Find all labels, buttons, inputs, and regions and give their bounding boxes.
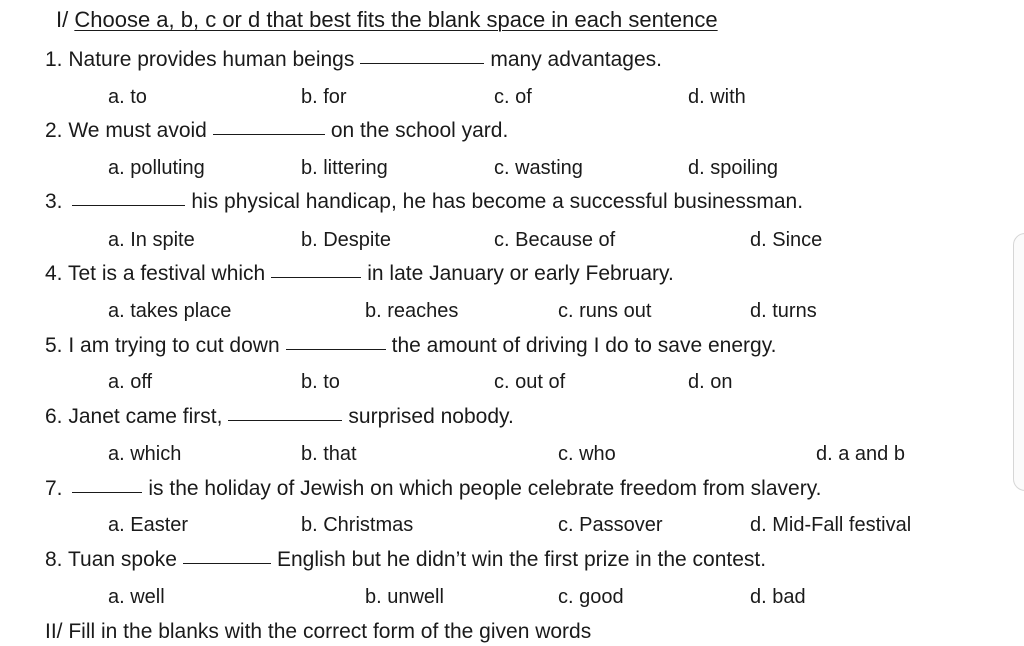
option-c[interactable]: c. wasting: [494, 157, 583, 179]
option-b[interactable]: b. unwell: [365, 586, 444, 608]
question-text-before: We must avoid: [68, 119, 207, 142]
question-text-after: English but he didn’t win the first prize in the contest.: [276, 548, 767, 571]
option-c[interactable]: c. runs out: [558, 300, 652, 322]
question-number: 5.: [45, 334, 63, 357]
option-b[interactable]: b. Despite: [301, 229, 392, 251]
question-text-after: many advantages.: [490, 48, 662, 71]
option-c[interactable]: c. Passover: [558, 514, 663, 536]
question-text-before: Nature provides human beings: [68, 48, 355, 71]
answer-blank: [271, 259, 361, 278]
question-number: 7.: [45, 477, 63, 500]
question-text-after: the amount of driving I do to save energy.: [391, 334, 777, 357]
next-section-heading: II/ Fill in the blanks with the correct form of the given words: [45, 620, 592, 643]
question-text-before: I am trying to cut down: [68, 334, 280, 357]
section-heading: [56, 6, 718, 34]
option-d[interactable]: d. Since: [750, 229, 823, 251]
option-b[interactable]: b. Christmas: [301, 514, 414, 536]
option-c[interactable]: c. of: [494, 86, 532, 108]
option-a[interactable]: a. polluting: [108, 157, 205, 179]
option-d[interactable]: d. on: [688, 371, 733, 393]
question-text-after: his physical handicap, he has become a successful businessman.: [191, 190, 804, 213]
question-text-before: Janet came first,: [68, 405, 223, 428]
question-text-after: in late January or early February.: [367, 262, 674, 285]
option-a[interactable]: a. off: [108, 371, 153, 393]
option-d[interactable]: d. bad: [750, 586, 806, 608]
answer-blank: [360, 45, 484, 64]
option-d[interactable]: d. a and b: [816, 443, 905, 465]
question-8: [45, 546, 766, 574]
question-text-after: surprised nobody.: [348, 405, 514, 428]
question-number: 3.: [45, 190, 63, 213]
option-a[interactable]: a. to: [108, 86, 147, 108]
answer-blank: [213, 116, 325, 135]
option-d[interactable]: d. turns: [750, 300, 817, 322]
question-6: [45, 403, 514, 431]
option-d[interactable]: d. Mid-Fall festival: [750, 514, 912, 536]
option-d[interactable]: d. spoiling: [688, 157, 779, 179]
option-c[interactable]: c. who: [558, 443, 616, 465]
question-text-before: Tuan spoke: [67, 548, 177, 571]
option-c[interactable]: c. good: [558, 586, 624, 608]
answer-blank: [72, 474, 142, 493]
question-text-after: is the holiday of Jewish on which people celebrate freedom from slavery.: [148, 477, 822, 500]
question-3: [45, 188, 803, 216]
option-b[interactable]: b. to: [301, 371, 340, 393]
question-5: [45, 332, 776, 360]
question-text-before: Tet is a festival which: [67, 262, 266, 285]
answer-blank: [286, 331, 386, 350]
side-panel-handle[interactable]: [1013, 233, 1024, 491]
question-4: [45, 260, 674, 288]
option-b[interactable]: b. littering: [301, 157, 388, 179]
option-a[interactable]: a. well: [108, 586, 165, 608]
option-b[interactable]: b. reaches: [365, 300, 459, 322]
question-number: 2.: [45, 119, 63, 142]
section-number: I/: [56, 7, 75, 32]
question-number: 4.: [45, 262, 63, 285]
option-a[interactable]: a. takes place: [108, 300, 232, 322]
question-number: 1.: [45, 48, 63, 71]
answer-blank: [183, 545, 271, 564]
option-c[interactable]: c. Because of: [494, 229, 616, 251]
answer-blank: [72, 187, 185, 206]
answer-blank: [228, 402, 342, 421]
option-b[interactable]: b. that: [301, 443, 357, 465]
question-number: 6.: [45, 405, 63, 428]
question-text-after: on the school yard.: [330, 119, 509, 142]
question-7: [45, 475, 821, 503]
option-d[interactable]: d. with: [688, 86, 746, 108]
question-2: [45, 117, 508, 145]
option-c[interactable]: c. out of: [494, 371, 566, 393]
section-title: Choose a, b, c or d that best fits the blank space in each sentence: [74, 7, 718, 32]
option-a[interactable]: a. Easter: [108, 514, 189, 536]
option-a[interactable]: a. In spite: [108, 229, 195, 251]
question-1: [45, 46, 662, 74]
question-number: 8.: [45, 548, 63, 571]
option-a[interactable]: a. which: [108, 443, 182, 465]
option-b[interactable]: b. for: [301, 86, 347, 108]
